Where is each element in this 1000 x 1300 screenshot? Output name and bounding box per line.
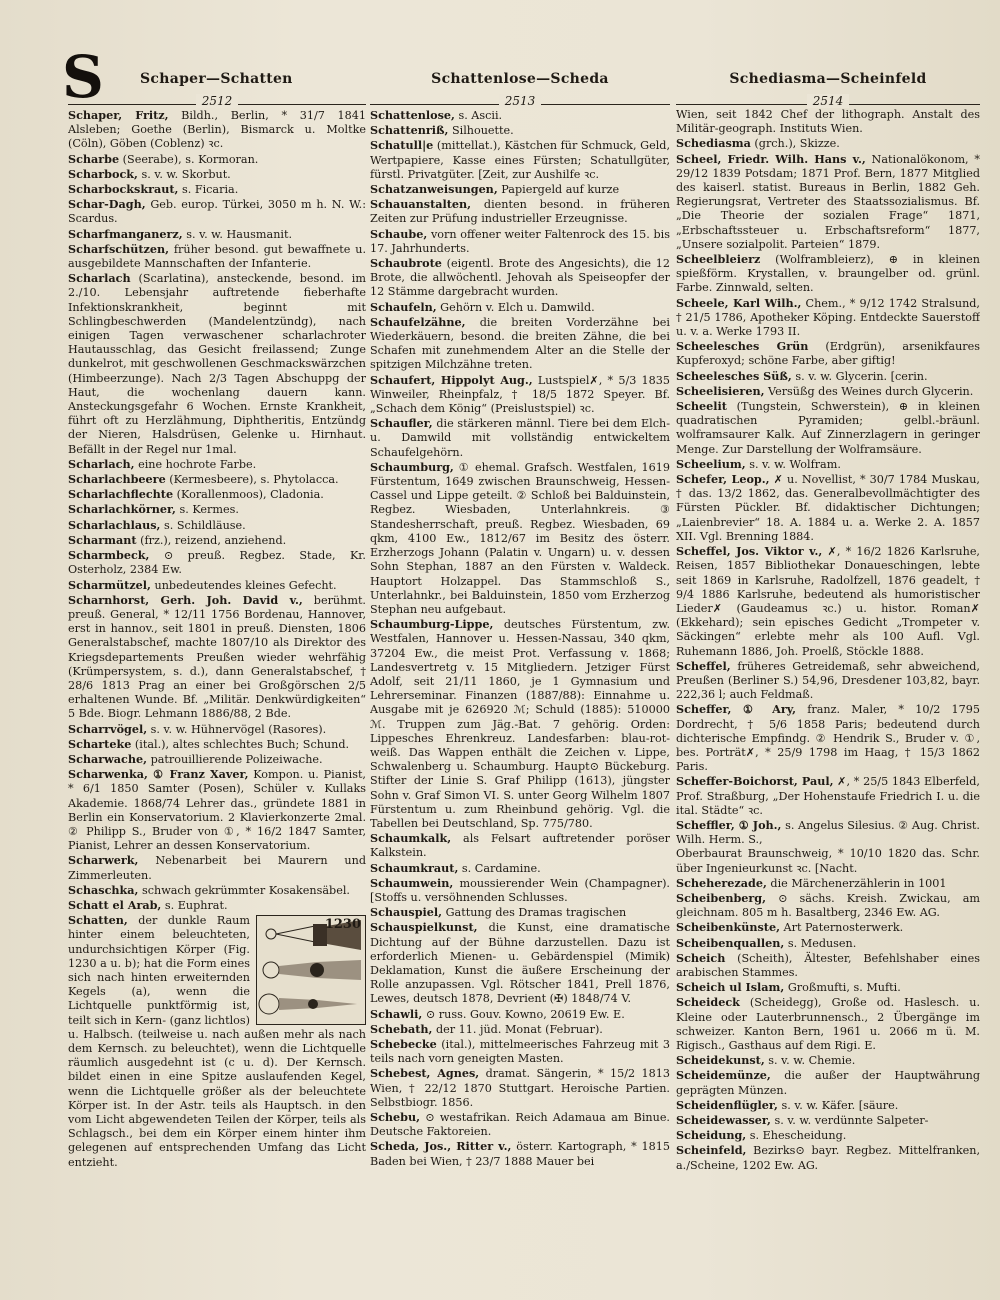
- entry-text: Kompon. u. Pianist, * 6/1 1850 Samter (Posen), Schüler v. Kullaks Akademie. 1868/74 Lehrer das., gründete 1881 in Berlin ein Konservatorium. 2 Klavierkonzerte 2mal. ② Philipp S., Bruder von ①, * 16/2 1847 Samter, Pianist, Lehrer an dessen Konservatorium.: [68, 768, 366, 853]
- dictionary-entry: [68, 722, 366, 737]
- dictionary-entry: [370, 227, 670, 256]
- dictionary-entry: [370, 1022, 670, 1037]
- entry-text: deutsches Fürstentum, zw. Westfalen, Hannover u. Hessen-Nassau, 340 qkm, 37204 Ew., die meist Prot. Verfassung v. 1868; Landesvertretg v. 15 Mitgliedern. Jetziger Fürst Adolf, seit 21/11 1860, je 1 Gymnasium und Lehrerseminar. Finanzen (1887/88): Einnahme u. Ausgabe mit je 626920 ℳ; Schuld (1885): 510000 ℳ. Truppen zum Jäg.-Bat. 7 gehörig. Orden: Lippesches Ehrenkreuz. Landesfarben: blau-rot-weiß. Das Wappen enthält die Zeichen v. Lippe, Schwalenberg u. Schaumburg. Haupt⊙ Bückeburg. Stifter der Linie S. Graf Philipp (1613), jüngster Sohn v. Graf Simon VI. S. unter Georg Wilhelm 1807 Fürstentum u. zum Rheinbund gehörig. Vgl. die Tabellen bei Deutschland, Sp. 775/780.: [370, 618, 670, 830]
- entry-headword: Scheich ul Islam,: [676, 980, 785, 995]
- entry-text: patrouillierende Polizeiwache.: [147, 752, 323, 766]
- entry-text: ⊙ westafrikan. Reich Adamaua am Binue. Deutsche Faktoreien.: [370, 1111, 670, 1139]
- dictionary-entry: [370, 108, 670, 123]
- entry-text: s. Cardamine.: [458, 861, 541, 875]
- entry-headword: Schefer, Leop.,: [676, 472, 770, 487]
- entry-headword: Schebest, Agnes,: [370, 1066, 480, 1081]
- page-number: [370, 88, 670, 108]
- entry-text: Nebenarbeit bei Maurern und Zimmerleuten.: [68, 854, 366, 882]
- entry-text: berühmt. preuß. General, * 12/11 1756 Bordenau, Hannover, erst in hannov., seit 1801 in preuß. Diensten, 1806 Generalstabschef, machte 1807/10 als Direktor des Kriegsdepartements Preußen wieder wehrfähig (Krümpersystem, s. d.), dann Generalstabschef, † 28/6 1813 Prag an einer bei Großgörschen 2/5 erhaltenen Wunde. Bf. „Militär. Denkwürdigkeiten“ 5 Bde. Biogr. Lehmann 1886/88, 2 Bde.: [68, 593, 366, 721]
- entry-headword: Schattenlose,: [370, 108, 455, 122]
- dictionary-entry: [370, 197, 670, 226]
- dictionary-entry: [68, 898, 366, 913]
- dictionary-entry: [676, 936, 980, 951]
- dictionary-entry: [676, 876, 980, 891]
- dictionary-entry: [68, 227, 366, 242]
- dictionary-entry: [68, 472, 366, 487]
- entry-text: die breiten Vorderzähne bei Wiederkäuern, besond. die breiten Zähne, die bei Schafen mit zunehmendem Alter an die Stelle der spitzigen Milchzähne treten.: [370, 315, 670, 372]
- entry-headword: Scheelit: [676, 399, 727, 414]
- entry-text: ✗ u. Novellist, * 30/7 1784 Muskau, † das. 13/2 1862, das. Generalbevollmächtigter des Fürsten Pückler. Bf. didaktischer Dichtungen; „Laienbrevier“ 18. A. 1884 u. a. Werke 2. A. 1857 XII. Vgl. Brenning 1884.: [676, 473, 980, 543]
- dictionary-entry: [676, 384, 980, 399]
- entry-headword: Schaube,: [370, 226, 428, 241]
- entry-headword: Schauspielkunst,: [370, 920, 478, 935]
- entry-headword: Scharlachbeere: [68, 472, 166, 487]
- dictionary-entry: [370, 1037, 670, 1066]
- entry-headword: Scheidewasser,: [676, 1113, 771, 1128]
- dictionary-entry: [68, 578, 366, 593]
- entry-headword: Schauanstalten,: [370, 197, 472, 212]
- entry-headword: Schaufelzähne,: [370, 314, 466, 329]
- entry-headword: Scheelbleierz: [676, 252, 761, 267]
- entry-headword: Scheidung,: [676, 1128, 747, 1143]
- entry-text: Art Paternosterwerk.: [779, 921, 904, 935]
- entry-headword: Schaufeln,: [370, 299, 437, 314]
- dictionary-entry: [676, 136, 980, 151]
- entry-headword: Schaumburg-Lippe,: [370, 617, 494, 632]
- entry-text: ① ehemal. Grafsch. Westfalen, 1619 Fürstentum, 1649 zwischen Braunschweig, Hessen-Cassel und Lippe geteilt. ② Schloß bei Balduinstein, Regbez. Wiesbaden, Unterlahnkreis. ③ Standesherrschaft, preuß. Regbez. Wiesbaden, 69 qkm, 4100 Ew., 1812/67 im Besitz des österr. Erzherzogs Johann (Palatin v. Ungarn) u. v. dessen Sohn Stephan, 1887 an den Fürsten v. Waldeck. Hauptort Holzappel. Das Stammschloß S., Unterlahnkr., bei Balduinstein, 1850 vom Erzherzog Stephan neu aufgebaut.: [370, 460, 670, 616]
- dictionary-entry: [68, 913, 366, 1170]
- entry-text: s. v. w. Chemie.: [764, 1054, 856, 1068]
- entry-headword: Scharlach,: [68, 456, 135, 471]
- entry-headword: Scharlach: [68, 271, 131, 286]
- entry-headword: Scharlachkörner,: [68, 502, 176, 517]
- entry-text: s. v. w. Glycerin. [cerin.: [791, 369, 928, 383]
- entry-text: s. Ficaria.: [178, 183, 239, 197]
- entry-headword: Schauspiel,: [370, 905, 443, 920]
- dictionary-entry: [370, 182, 670, 197]
- entry-text: (grch.), Skizze.: [750, 137, 840, 151]
- entry-headword: Schaufert, Hippolyt Aug.,: [370, 372, 533, 387]
- dictionary-entry: [370, 861, 670, 876]
- entry-headword: Scharteke: [68, 736, 132, 751]
- entry-text: s. Medusen.: [784, 936, 857, 950]
- page-number-label: 2512: [196, 94, 239, 108]
- entry-headword: Scharfmanganerz,: [68, 226, 183, 241]
- dictionary-entry: [370, 1110, 670, 1139]
- entry-headword: Scheffel, Jos. Viktor v.,: [676, 544, 823, 559]
- dictionary-entry: [676, 296, 980, 340]
- entries-list: [676, 108, 980, 1173]
- entry-headword: Scharmant: [68, 532, 137, 547]
- entry-text: österr. Kartograph, * 1815 Baden bei Wien, † 23/7 1888 Mauer bei: [370, 1140, 670, 1168]
- entry-text: unbedeutendes kleines Gefecht.: [150, 578, 337, 592]
- dictionary-entry: [68, 108, 366, 152]
- entry-text: ⊙ sächs. Kreish. Zwickau, am gleichnam. 805 m h. Basaltberg, 2346 Ew. AG.: [676, 891, 980, 920]
- entry-text: (Scarlatina), ansteckende, besond. im 2./10. Lebensjahr auftretende fieberhafte Infektionskrankheit, beginnt mit Schlingbeschwerden (Mandelentzündg), nach einigen Tagen verwaschener scharlachroter Hautausschlag, das Gesicht freilassend; Zunge dunkelrot, mit geschwollenen Geschmackswärzchen (Himbeerzunge). Nach 2/3 Tagen Abschuppg der Haut, die wochenlang dauern kann. Ansteckungsgefahr 6 Wochen. Ernste Krankheit, führt oft zu Herzlähmung, Diphtheritis, Entzündg der Nieren, Halsdrüsen, Gelenke u. Hirnhaut. Befällt in der Regel nur 1mal.: [68, 272, 366, 456]
- entry-text: (mittellat.), Kästchen für Schmuck, Geld, Wertpapiere, Kasse eines Fürsten; Schatullgüter, fürstl. Privatgüter. [Zeit, zur Aushilfe ꝛc.: [370, 139, 670, 181]
- dictionary-entry: [68, 518, 366, 533]
- dictionary-entry: [676, 774, 980, 818]
- dictionary-entry: [370, 905, 670, 920]
- entry-text: s. Angelus Silesius. ② Aug. Christ. Wilh. Herm. S.,: [676, 818, 980, 847]
- entry-text: s. Euphrat.: [161, 898, 228, 912]
- entry-headword: Schediasma: [676, 136, 751, 151]
- figure-number: 1230: [324, 917, 361, 933]
- column-1: [68, 70, 366, 1290]
- entry-headword: Scheelium,: [676, 456, 746, 471]
- entry-headword: Scharwenka, ① Franz Xaver,: [68, 767, 249, 782]
- entry-text: ✗, * 16/2 1826 Karlsruhe, Reisen, 1857 Bibliothekar Donaueschingen, lebte seit 1869 in Karlsruhe, Radolfzell, 1876 geadelt, † 9/4 1886 Karlsruhe, bedeutend als humoristischer Lieder✗ (Gaudeamus ꝛc.) u. histor. Roman✗ (Ekkehard); sein episches Gedicht „Trompeter v. Säckingen“ erlebte mehr als 100 Aufl. Vgl. Ruhemann 1886, Joh. Proelß, Stöckle 1888.: [676, 545, 980, 658]
- entry-text: die stärkeren männl. Tiere bei dem Elch- u. Damwild mit vollständig entwickeltem Schaufelgehörn.: [370, 417, 670, 459]
- entry-text: s. v. w. Hausmanit.: [182, 227, 293, 241]
- entry-text: s. v. w. Käfer. [säure.: [777, 1098, 899, 1112]
- dictionary-entry: [68, 197, 366, 226]
- entry-headword: Scheelesches Grün: [676, 339, 809, 354]
- dictionary-entry: [370, 617, 670, 831]
- entry-headword: Schar-Dagh,: [68, 197, 146, 212]
- dictionary-entry: [676, 1128, 980, 1143]
- dictionary-entry: [676, 891, 980, 920]
- entry-text: Bezirks⊙ bayr. Regbez. Mittelfranken, a./Scheine, 1202 Ew. AG.: [676, 1144, 980, 1172]
- dictionary-entry: [370, 920, 670, 1006]
- entry-text: s. v. w. Hühnervögel (Rasores).: [147, 722, 327, 736]
- dictionary-entry: [676, 1053, 980, 1068]
- entry-text: (Wolframbleierz), ⊕ in kleinen spießförm. Krystallen, v. braungelber od. grünl. Farbe. Zinnwald, selten.: [676, 253, 980, 295]
- dictionary-entry: [676, 702, 980, 774]
- entry-text: schwach gekrümmter Kosakensäbel.: [138, 883, 350, 897]
- entry-headword: Schaufler,: [370, 416, 433, 431]
- running-header: Schaper—Schatten: [140, 71, 293, 87]
- dictionary-entry: [676, 980, 980, 995]
- dictionary-entry: [370, 138, 670, 182]
- entry-headword: Schaumburg,: [370, 459, 454, 474]
- entry-text: (Scheidegg), Große od. Haslesch. u. Kleine oder Lauterbrunnensch., 2 Übergänge im schweizer. Kanton Bern, 1961 u. 2066 m ü. M. Rigisch., Gasthaus auf dem Rigi. E.: [676, 996, 980, 1052]
- entry-headword: Scheelisieren,: [676, 383, 765, 398]
- entry-headword: Scheich: [676, 950, 726, 965]
- section-letter: S: [62, 43, 104, 111]
- entry-headword: Schaschka,: [68, 882, 139, 897]
- entries-list: [68, 108, 366, 1170]
- entry-text: Silhouette.: [448, 124, 514, 138]
- entry-text: die außer der Hauptwährung geprägten Münzen.: [676, 1069, 980, 1097]
- entry-text: s. Ehescheidung.: [746, 1129, 847, 1143]
- entry-text: Großmufti, s. Mufti.: [784, 981, 901, 995]
- entry-text: s. v. w. Wolfram.: [745, 457, 841, 471]
- entry-text: der 11. jüd. Monat (Februar).: [432, 1022, 603, 1036]
- dictionary-entry: [676, 1098, 980, 1113]
- entry-text: Bildh., Berlin, * 31/7 1841 Alsleben; Goethe (Berlin), Bismarck u. Moltke (Cöln), Göben (Coblenz) ꝛc.: [68, 109, 366, 151]
- entry-text: franz. Maler, * 10/2 1795 Dordrecht, † 5/6 1858 Paris; bedeutend durch dichterische Empfindg. ② Hendrik S., Bruder v. ①, bes. Porträt✗, * 25/9 1798 im Haag, † 15/3 1862 Paris.: [676, 703, 980, 774]
- entry-headword: Scheherezade,: [676, 875, 767, 890]
- entry-text: dramat. Sängerin, * 15/2 1813 Wien, † 22/12 1870 Stuttgart. Heroische Partien. Selbstbiogr. 1856.: [370, 1067, 670, 1109]
- entry-headword: Schatten,: [68, 913, 128, 928]
- dictionary-entry: [68, 737, 366, 752]
- entry-text: Geb. europ. Türkei, 3050 m h. N. W.: Scardus.: [68, 198, 366, 226]
- entry-text: ⊙ russ. Gouv. Kowno, 20619 Ew. E.: [422, 1007, 625, 1021]
- entry-text: s. Schildläuse.: [160, 518, 246, 532]
- entry-headword: Scharlachflechte: [68, 487, 174, 502]
- entry-headword: Scheele, Karl Wilh.,: [676, 295, 802, 310]
- entry-headword: Schawli,: [370, 1006, 423, 1021]
- dictionary-entry: [370, 123, 670, 138]
- entry-headword: Scheidenflügler,: [676, 1097, 778, 1112]
- entry-headword: Scharwache,: [68, 751, 148, 766]
- dictionary-entry: [676, 339, 980, 368]
- dictionary-entry: [676, 818, 980, 847]
- entry-text: (Korallenmoos), Cladonia.: [173, 488, 324, 502]
- dictionary-entry: [68, 487, 366, 502]
- entry-headword: Schebecke: [370, 1037, 437, 1051]
- entry-text: Gattung des Dramas tragischen: [442, 906, 627, 920]
- dictionary-entry: [68, 242, 366, 271]
- entry-headword: Schatt el Arab,: [68, 897, 162, 912]
- entry-headword: Schatzanweisungen,: [370, 182, 498, 197]
- entry-text: (ital.), altes schlechtes Buch; Schund.: [131, 737, 350, 751]
- dictionary-entry: [676, 108, 980, 136]
- entry-text: (Seerabe), s. Kormoran.: [119, 152, 259, 166]
- dictionary-entry: [370, 1066, 670, 1110]
- entry-headword: Scheideck: [676, 995, 740, 1010]
- entry-headword: Scheinfeld,: [676, 1143, 747, 1158]
- entry-headword: Scheelesches Süß,: [676, 368, 792, 383]
- entry-text: der dunkle Raum hinter einem beleuchteten, undurchsichtigen Körper (Fig. 1230 a u. b); hat die Form eines sich nach hinten erweiternden Kegels (a), wenn die Lichtquelle punktförmig ist, teilt sich in Kern- (ganz lichtlos) u. Halbsch. (teilweise u. nach außen mehr als nach dem Kernsch. zu beleuchtet), wenn die Lichtquelle räumlich ausgedehnt ist (c u. d). Der Kernsch. bildet einen in eine Spitze auslaufenden Kegel, wenn die Lichtquelle größer als der beleuchtete Körper ist. In der Astr. teils als Hauptsch. in den vom Licht abgewendeten Teilen der Körper, teils als Schlagsch., bei dem ein Körper einem hinter ihm gelegenen auf entsprechenden Umfang das Licht entzieht.: [68, 914, 366, 1169]
- entry-text: früher besond. gut bewaffnete u. ausgebildete Mannschaften der Infanterie.: [68, 242, 366, 271]
- entry-headword: Scheidekunst,: [676, 1053, 765, 1068]
- dictionary-entry: [676, 847, 980, 875]
- entry-text: s. Kermes.: [175, 503, 239, 517]
- dictionary-entry: [676, 399, 980, 457]
- entry-headword: Scharrvögel,: [68, 721, 148, 736]
- entry-headword: Scheda, Jos., Ritter v.,: [370, 1139, 512, 1154]
- entry-headword: Schattenriß,: [370, 123, 449, 138]
- dictionary-entry: [370, 373, 670, 417]
- entry-text: als Felsart auftretender poröser Kalkstein.: [370, 832, 670, 860]
- entry-headword: Schaper, Fritz,: [68, 108, 169, 122]
- entry-headword: Scheibenquallen,: [676, 935, 785, 950]
- dictionary-entry: [370, 460, 670, 617]
- entry-text: (Kermesbeere), s. Phytolacca.: [165, 473, 339, 487]
- column-2: [370, 70, 670, 1290]
- entry-text: Oberbaurat Braunschweig, * 10/10 1820 das. Schr. über Ingenieurkunst ꝛc. [Nacht.: [676, 847, 980, 875]
- dictionary-entry: [68, 593, 366, 722]
- dictionary-entry: [676, 920, 980, 935]
- entry-text: Papiergeld auf kurze: [497, 183, 620, 197]
- dictionary-entry: [370, 831, 670, 860]
- dictionary-entry: [68, 502, 366, 517]
- dictionary-entry: [68, 767, 366, 853]
- entry-text: Wien, seit 1842 Chef der lithograph. Anstalt des Militär-geograph. Instituts Wien.: [676, 108, 980, 136]
- entry-headword: Scheffer-Boichorst, Paul,: [676, 774, 834, 789]
- dictionary-entry: [676, 1068, 980, 1097]
- entry-text: (Scheith), Ältester, Befehlshaber eines arabischen Stammes.: [676, 951, 980, 979]
- entry-headword: Schaumwein,: [370, 875, 454, 890]
- dictionary-entry: [68, 152, 366, 167]
- entry-headword: Schebath,: [370, 1021, 433, 1036]
- dictionary-entry: [68, 883, 366, 898]
- dictionary-entry: [676, 457, 980, 472]
- entry-text: Gehörn v. Elch u. Damwild.: [436, 300, 595, 314]
- entry-text: eine hochrote Farbe.: [134, 457, 257, 471]
- entry-text: die Kunst, eine dramatische Dichtung auf der Bühne darzustellen. Dazu ist erforderlich Mienen- u. Gebärdenspiel (Mimik) Deklamation, Kunst die äußere Erscheinung der Rolle anzupassen. Vgl. Rötscher 1841, Prell 1876, Lewes, deutsch 1878, Devrient (✠) 1848/74 V.: [370, 921, 670, 1006]
- entry-headword: Scharbe: [68, 151, 120, 166]
- entry-text: (Tungstein, Schwerstein), ⊕ in kleinen quadratischen Pyramiden; gelbl.-bräunl. wolframsaurer Kalk. Auf Zinnerzlagern in geringer Menge. Zur Darstellung der Wolframsäure.: [676, 400, 980, 456]
- dictionary-entry: [676, 659, 980, 703]
- dictionary-entry: [68, 752, 366, 767]
- entry-text: die Märchenerzählerin in 1001: [766, 876, 947, 890]
- dictionary-entry: [676, 472, 980, 544]
- entry-headword: Scheffer, ① Ary,: [676, 702, 797, 717]
- entry-text: ✗, * 25/5 1843 Elberfeld, Prof. Straßburg, „Der Hohenstaufe Friedrich I. u. die ital. Städte“ ꝛc.: [676, 775, 980, 817]
- entry-text: (Erdgrün), arsenikfaures Kupferoxyd; schöne Farbe, aber giftig!: [676, 340, 980, 368]
- dictionary-entry: [68, 548, 366, 577]
- dictionary-entry: [676, 544, 980, 659]
- entry-headword: Schaumkraut,: [370, 860, 459, 875]
- entry-headword: Scheffler, ① Joh.,: [676, 817, 782, 832]
- entry-headword: Schebu,: [370, 1110, 420, 1125]
- dictionary-entry: [68, 271, 366, 457]
- entry-text: s. v. w. verdünnte Salpeter-: [770, 1114, 929, 1128]
- entry-headword: Schaumkalk,: [370, 831, 452, 846]
- entry-headword: Scheidemünze,: [676, 1068, 771, 1083]
- dictionary-entry: [676, 995, 980, 1053]
- page-number: [68, 88, 366, 108]
- dictionary-entry: [676, 1113, 980, 1128]
- dictionary-entry: [676, 152, 980, 252]
- dictionary-entry: [370, 876, 670, 905]
- dictionary-entry: [370, 315, 670, 373]
- entry-text: s. Ascii.: [454, 109, 503, 122]
- entry-headword: Scharwerk,: [68, 853, 139, 868]
- shadow-figure: [256, 915, 366, 1025]
- entry-text: früheres Getreidemaß, sehr abweichend, Preußen (Berliner S.) 54,96, Dresdener 103,82, bayr. 222,36 l; auch Feldmaß.: [676, 659, 980, 702]
- dictionary-entry: [68, 167, 366, 182]
- dictionary-entry: [68, 533, 366, 548]
- dictionary-entry: [676, 369, 980, 384]
- page-number-label: 2514: [807, 94, 850, 108]
- entry-headword: Schaubrote: [370, 256, 442, 271]
- entry-text: s. v. w. Skorbut.: [137, 167, 231, 181]
- entry-headword: Scharbockskraut,: [68, 182, 179, 197]
- dictionary-entry: [676, 1143, 980, 1172]
- entry-headword: Scharnhorst, Gerh. Joh. David v.,: [68, 592, 303, 607]
- page-number: [676, 88, 980, 108]
- dictionary-entry: [676, 951, 980, 980]
- entry-text: Versüßg des Weines durch Glycerin.: [764, 384, 974, 398]
- entry-headword: Scharbock,: [68, 166, 138, 181]
- entry-headword: Scheel, Friedr. Wilh. Hans v.,: [676, 151, 866, 166]
- entry-headword: Schatull|e: [370, 138, 434, 153]
- dictionary-entry: [676, 252, 980, 296]
- dictionary-entry: [370, 1007, 670, 1022]
- entry-text: dienten besond. in früheren Zeiten zur Prüfung industrieller Erzeugnisse.: [370, 198, 670, 226]
- dictionary-entry: [370, 1139, 670, 1168]
- entry-text: vorn offener weiter Faltenrock des 15. bis 17. Jahrhunderts.: [370, 227, 670, 255]
- entries-list: [370, 108, 670, 1169]
- entry-headword: Scharfschützen,: [68, 241, 170, 256]
- entry-headword: Scharmbeck,: [68, 548, 150, 563]
- entry-headword: Scharlachlaus,: [68, 517, 161, 532]
- entry-headword: Scheibenberg,: [676, 890, 767, 905]
- running-header: Schediasma—Scheinfeld: [729, 71, 927, 87]
- dictionary-entry: [68, 853, 366, 882]
- entry-text: (eigentl. Brote des Angesichts), die 12 Brote, die allwöchentl. Jehovah als Speiseopfer der 12 Stämme dargebracht wurden.: [370, 257, 670, 299]
- entry-text: (frz.), reizend, anziehend.: [136, 533, 287, 547]
- page-number-label: 2513: [499, 94, 542, 108]
- dictionary-entry: [68, 457, 366, 472]
- dictionary-entry: [68, 182, 366, 197]
- dictionary-entry: [370, 300, 670, 315]
- dictionary-entry: [370, 416, 670, 460]
- entry-text: Lustspiel✗, * 5/3 1835 Winweiler, Rheinpfalz, † 18/5 1872 Speyer. Bf. „Schach dem König“ (Preislustspiel) ꝛc.: [370, 373, 670, 416]
- entry-headword: Scharmützel,: [68, 577, 151, 592]
- entry-text: Chem., * 9/12 1742 Stralsund, † 21/5 1786, Apotheker Köping. Entdeckte Sauerstoff u. v. a. Werke 1793 II.: [676, 296, 980, 339]
- entry-text: Nationalökonom, * 29/12 1839 Potsdam; 1871 Prof. Bern, 1877 Mitglied des kaiserl. statist. Bureaus in Berlin, 1882 Geh. Regierungsrat, Vertreter des Staatssozialismus. Bf. „Die Theorie der sozialen Frage“ 1871, „Erbschaftssteuer u. Erbschaftsreform“ 1877, „Unsere sozialpolit. Parteien“ 1879.: [676, 152, 980, 251]
- entry-text: ⊙ preuß. Regbez. Stade, Kr. Osterholz, 2384 Ew.: [68, 549, 366, 577]
- entry-text: moussierender Wein (Champagner). [Stoffs u. versöhnenden Schlusses.: [370, 876, 670, 904]
- column-3: [676, 70, 980, 1290]
- entry-headword: Scheffel,: [676, 658, 731, 673]
- entry-headword: Scheibenkünste,: [676, 920, 780, 935]
- dictionary-entry: [370, 256, 670, 300]
- running-header: Schattenlose—Scheda: [431, 71, 609, 87]
- entry-text: (ital.), mittelmeerisches Fahrzeug mit 3 teils nach vorn geneigten Masten.: [370, 1038, 670, 1066]
